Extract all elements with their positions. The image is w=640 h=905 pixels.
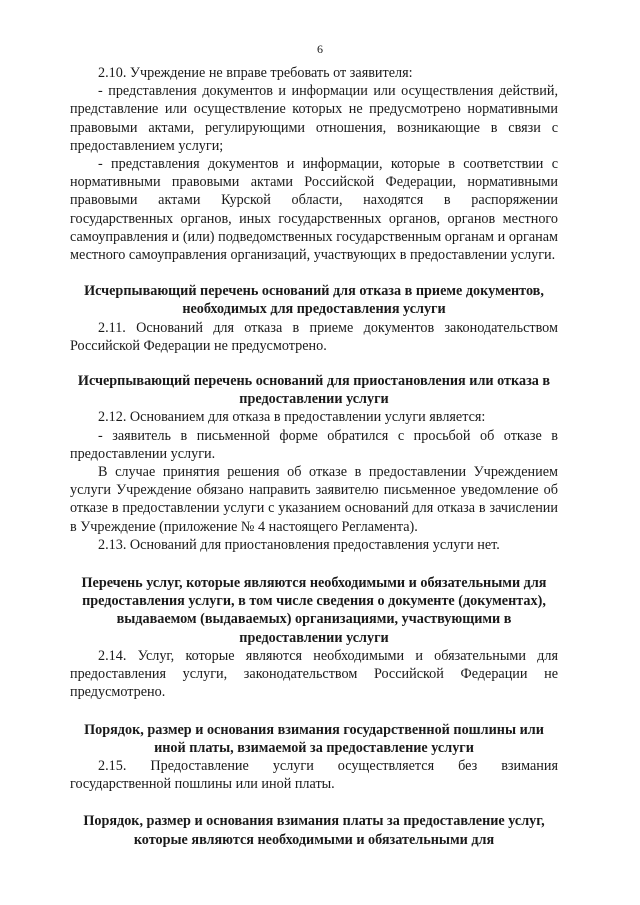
paragraph-2-14: 2.14. Услуг, которые являются необходимыми и обязательными для предоставления услуги, законодательством Российской Федерации не предусмотрено. bbox=[70, 647, 558, 701]
section-heading-suspension-refusal: Исчерпывающий перечень оснований для приостановления или отказа в предоставлении услуги bbox=[77, 373, 551, 408]
paragraph-2-12-item: - заявитель в письменной форме обратился с просьбой об отказе в предоставлении услуги. bbox=[70, 427, 558, 462]
paragraph-2-10-intro: 2.10. Учреждение не вправе требовать от заявителя: bbox=[98, 65, 413, 81]
paragraph-2-13: 2.13. Оснований для приостановления предоставления услуги нет. bbox=[98, 536, 500, 553]
section-heading-state-fee: Порядок, размер и основания взимания государственной пошлины или иной платы, взимаемой за предоставление услуги bbox=[84, 721, 544, 756]
paragraph-2-11: 2.11. Оснований для отказа в приеме документов законодательством Российской Федерации не предусмотрено. bbox=[70, 319, 558, 354]
section-heading-fee-for-services: Порядок, размер и основания взимания платы за предоставление услуг, которые являются необходимыми и обязательными для bbox=[83, 813, 545, 848]
section-heading-refusal-documents: Исчерпывающий перечень оснований для отказа в приеме документов, необходимых для предоставления услуги bbox=[84, 283, 544, 318]
paragraph-2-10-item-2: - представления документов и информации, которые в соответствии с нормативными правовыми актами Российской Федерации, нормативными правовыми актами Курской области, находятся в распоряжении государственных органов, иных государственных органов, органов местного самоуправления и (или) подведомственных государственным органам и органам местного самоуправления организаций, участвующих в предоставлении услуги. bbox=[70, 156, 558, 264]
paragraph-2-12: 2.12. Основанием для отказа в предоставлении услуги является: bbox=[98, 409, 486, 426]
section-heading-necessary-services: Перечень услуг, которые являются необходимыми и обязательными для предоставления услуги, в том числе сведения о документе (документах), выдаваемом (выдаваемых) организациями, участвующими в предоставлении услуги bbox=[81, 575, 547, 646]
document-body bbox=[70, 64, 558, 849]
paragraph-2-10-item-1: - представления документов и информации или осуществления действий, представление или осуществление которых не предусмотрено нормативными правовыми актами, регулирующими отношения, возникающие в связи с предоставлением услуги; bbox=[70, 83, 558, 154]
page-number: 6 bbox=[317, 42, 323, 56]
paragraph-2-12-case: В случае принятия решения об отказе в предоставлении Учреждением услуги Учреждение обязано направить заявителю письменное уведомление об отказе в предоставлении услуги с указанием оснований для отказа в зачислении в Учреждение (приложение № 4 настоящего Регламента). bbox=[70, 464, 558, 535]
paragraph-2-15: 2.15. Предоставление услуги осуществляется без взимания государственной пошлины или иной платы. bbox=[70, 757, 558, 793]
